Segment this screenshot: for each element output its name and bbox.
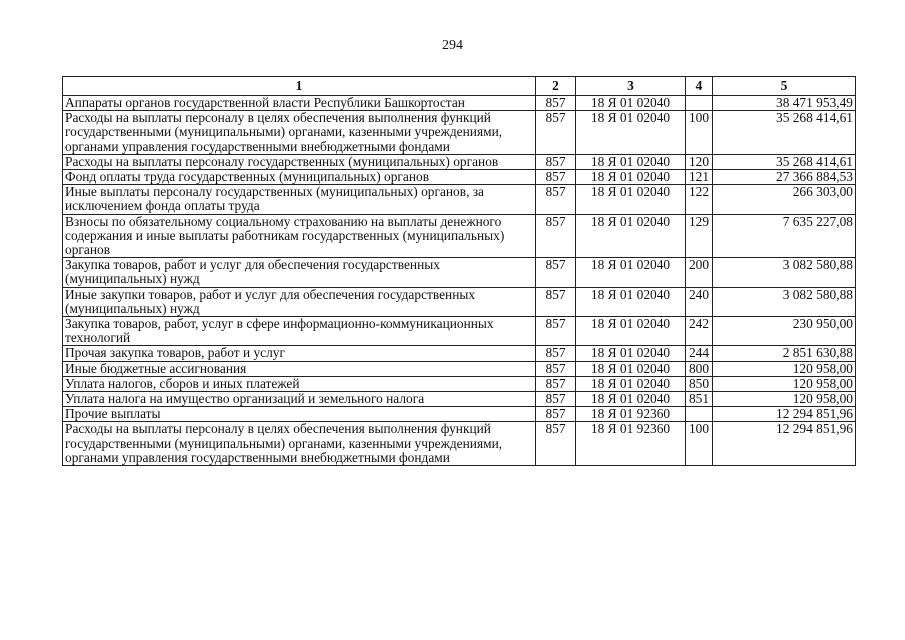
row-csr-cell: 18 Я 01 02040 — [576, 154, 686, 169]
table-row — [63, 214, 856, 258]
table-row — [63, 287, 856, 316]
row-ved-cell: 857 — [536, 346, 576, 361]
row-vr-cell: 242 — [686, 317, 713, 346]
row-sum-cell: 120 958,00 — [713, 376, 856, 391]
row-ved-cell: 857 — [536, 170, 576, 185]
row-vr-cell: 121 — [686, 170, 713, 185]
row-csr-cell: 18 Я 01 02040 — [576, 111, 686, 155]
header-col-2: 2 — [536, 77, 576, 96]
row-sum-cell: 230 950,00 — [713, 317, 856, 346]
row-csr-cell: 18 Я 01 02040 — [576, 258, 686, 287]
header-col-5: 5 — [713, 77, 856, 96]
row-ved-cell: 857 — [536, 361, 576, 376]
header-col-1: 1 — [63, 77, 536, 96]
table-row — [63, 392, 856, 407]
table-body — [63, 96, 856, 466]
row-vr-cell — [686, 407, 713, 422]
row-csr-cell: 18 Я 01 02040 — [576, 170, 686, 185]
row-csr-cell: 18 Я 01 02040 — [576, 287, 686, 316]
row-vr-cell: 200 — [686, 258, 713, 287]
row-vr-cell: 851 — [686, 392, 713, 407]
row-ved-cell: 857 — [536, 422, 576, 466]
row-name-cell: Иные бюджетные ассигнования — [63, 361, 536, 376]
row-name-cell: Закупка товаров, работ и услуг для обеспечения государственных (муниципальных) нужд — [63, 258, 536, 287]
row-ved-cell: 857 — [536, 407, 576, 422]
table-row — [63, 407, 856, 422]
row-vr-cell: 120 — [686, 154, 713, 169]
row-ved-cell: 857 — [536, 96, 576, 111]
header-col-3: 3 — [576, 77, 686, 96]
row-csr-cell: 18 Я 01 02040 — [576, 392, 686, 407]
table-row — [63, 170, 856, 185]
row-csr-cell: 18 Я 01 02040 — [576, 96, 686, 111]
table-row — [63, 361, 856, 376]
row-name-cell: Фонд оплаты труда государственных (муниципальных) органов — [63, 170, 536, 185]
row-vr-cell: 129 — [686, 214, 713, 258]
row-name-cell: Иные выплаты персоналу государственных (муниципальных) органов, за исключением фонда оплаты труда — [63, 185, 536, 214]
row-csr-cell: 18 Я 01 02040 — [576, 346, 686, 361]
row-name-cell: Закупка товаров, работ, услуг в сфере информационно-коммуникационных технологий — [63, 317, 536, 346]
row-vr-cell: 100 — [686, 422, 713, 466]
row-csr-cell: 18 Я 01 92360 — [576, 422, 686, 466]
table-row — [63, 154, 856, 169]
header-col-4: 4 — [686, 77, 713, 96]
row-vr-cell: 122 — [686, 185, 713, 214]
budget-table — [62, 76, 856, 466]
row-name-cell: Уплата налога на имущество организаций и земельного налога — [63, 392, 536, 407]
row-csr-cell: 18 Я 01 02040 — [576, 361, 686, 376]
row-csr-cell: 18 Я 01 02040 — [576, 214, 686, 258]
row-vr-cell: 244 — [686, 346, 713, 361]
row-sum-cell: 27 366 884,53 — [713, 170, 856, 185]
row-csr-cell: 18 Я 01 02040 — [576, 317, 686, 346]
row-ved-cell: 857 — [536, 376, 576, 391]
table-row — [63, 376, 856, 391]
row-sum-cell: 120 958,00 — [713, 392, 856, 407]
row-name-cell: Прочая закупка товаров, работ и услуг — [63, 346, 536, 361]
row-name-cell: Расходы на выплаты персоналу в целях обеспечения выполнения функций государственными (муниципальными) органами, казенными учреждениями, органами управления государственными внебюджетными фондами — [63, 111, 536, 155]
row-csr-cell: 18 Я 01 92360 — [576, 407, 686, 422]
row-ved-cell: 857 — [536, 287, 576, 316]
row-sum-cell: 12 294 851,96 — [713, 407, 856, 422]
row-sum-cell: 35 268 414,61 — [713, 111, 856, 155]
row-csr-cell: 18 Я 01 02040 — [576, 185, 686, 214]
row-name-cell: Аппараты органов государственной власти Республики Башкортостан — [63, 96, 536, 111]
row-name-cell: Расходы на выплаты персоналу в целях обеспечения выполнения функций государственными (муниципальными) органами, казенными учреждениями, органами управления государственными внебюджетными фондами — [63, 422, 536, 466]
row-name-cell: Прочие выплаты — [63, 407, 536, 422]
row-vr-cell: 850 — [686, 376, 713, 391]
row-sum-cell: 2 851 630,88 — [713, 346, 856, 361]
table-row — [63, 346, 856, 361]
row-ved-cell: 857 — [536, 317, 576, 346]
row-sum-cell: 120 958,00 — [713, 361, 856, 376]
row-ved-cell: 857 — [536, 214, 576, 258]
row-vr-cell — [686, 96, 713, 111]
row-sum-cell: 12 294 851,96 — [713, 422, 856, 466]
row-sum-cell: 35 268 414,61 — [713, 154, 856, 169]
row-vr-cell: 800 — [686, 361, 713, 376]
row-name-cell: Расходы на выплаты персоналу государственных (муниципальных) органов — [63, 154, 536, 169]
row-sum-cell: 38 471 953,49 — [713, 96, 856, 111]
row-name-cell: Уплата налогов, сборов и иных платежей — [63, 376, 536, 391]
row-ved-cell: 857 — [536, 258, 576, 287]
page-number: 294 — [442, 38, 463, 53]
row-ved-cell: 857 — [536, 185, 576, 214]
row-sum-cell: 3 082 580,88 — [713, 287, 856, 316]
table-row — [63, 258, 856, 287]
table-row — [63, 96, 856, 111]
table-row — [63, 111, 856, 155]
row-vr-cell: 100 — [686, 111, 713, 155]
row-sum-cell: 3 082 580,88 — [713, 258, 856, 287]
table-row — [63, 185, 856, 214]
table-row — [63, 317, 856, 346]
row-ved-cell: 857 — [536, 392, 576, 407]
row-name-cell: Иные закупки товаров, работ и услуг для обеспечения государственных (муниципальных) нужд — [63, 287, 536, 316]
table-header-row — [63, 77, 856, 96]
row-csr-cell: 18 Я 01 02040 — [576, 376, 686, 391]
row-sum-cell: 7 635 227,08 — [713, 214, 856, 258]
row-sum-cell: 266 303,00 — [713, 185, 856, 214]
row-ved-cell: 857 — [536, 154, 576, 169]
row-name-cell: Взносы по обязательному социальному страхованию на выплаты денежного содержания и иные выплаты работникам государственных (муниципальных) органов — [63, 214, 536, 258]
row-ved-cell: 857 — [536, 111, 576, 155]
row-vr-cell: 240 — [686, 287, 713, 316]
table-row — [63, 422, 856, 466]
